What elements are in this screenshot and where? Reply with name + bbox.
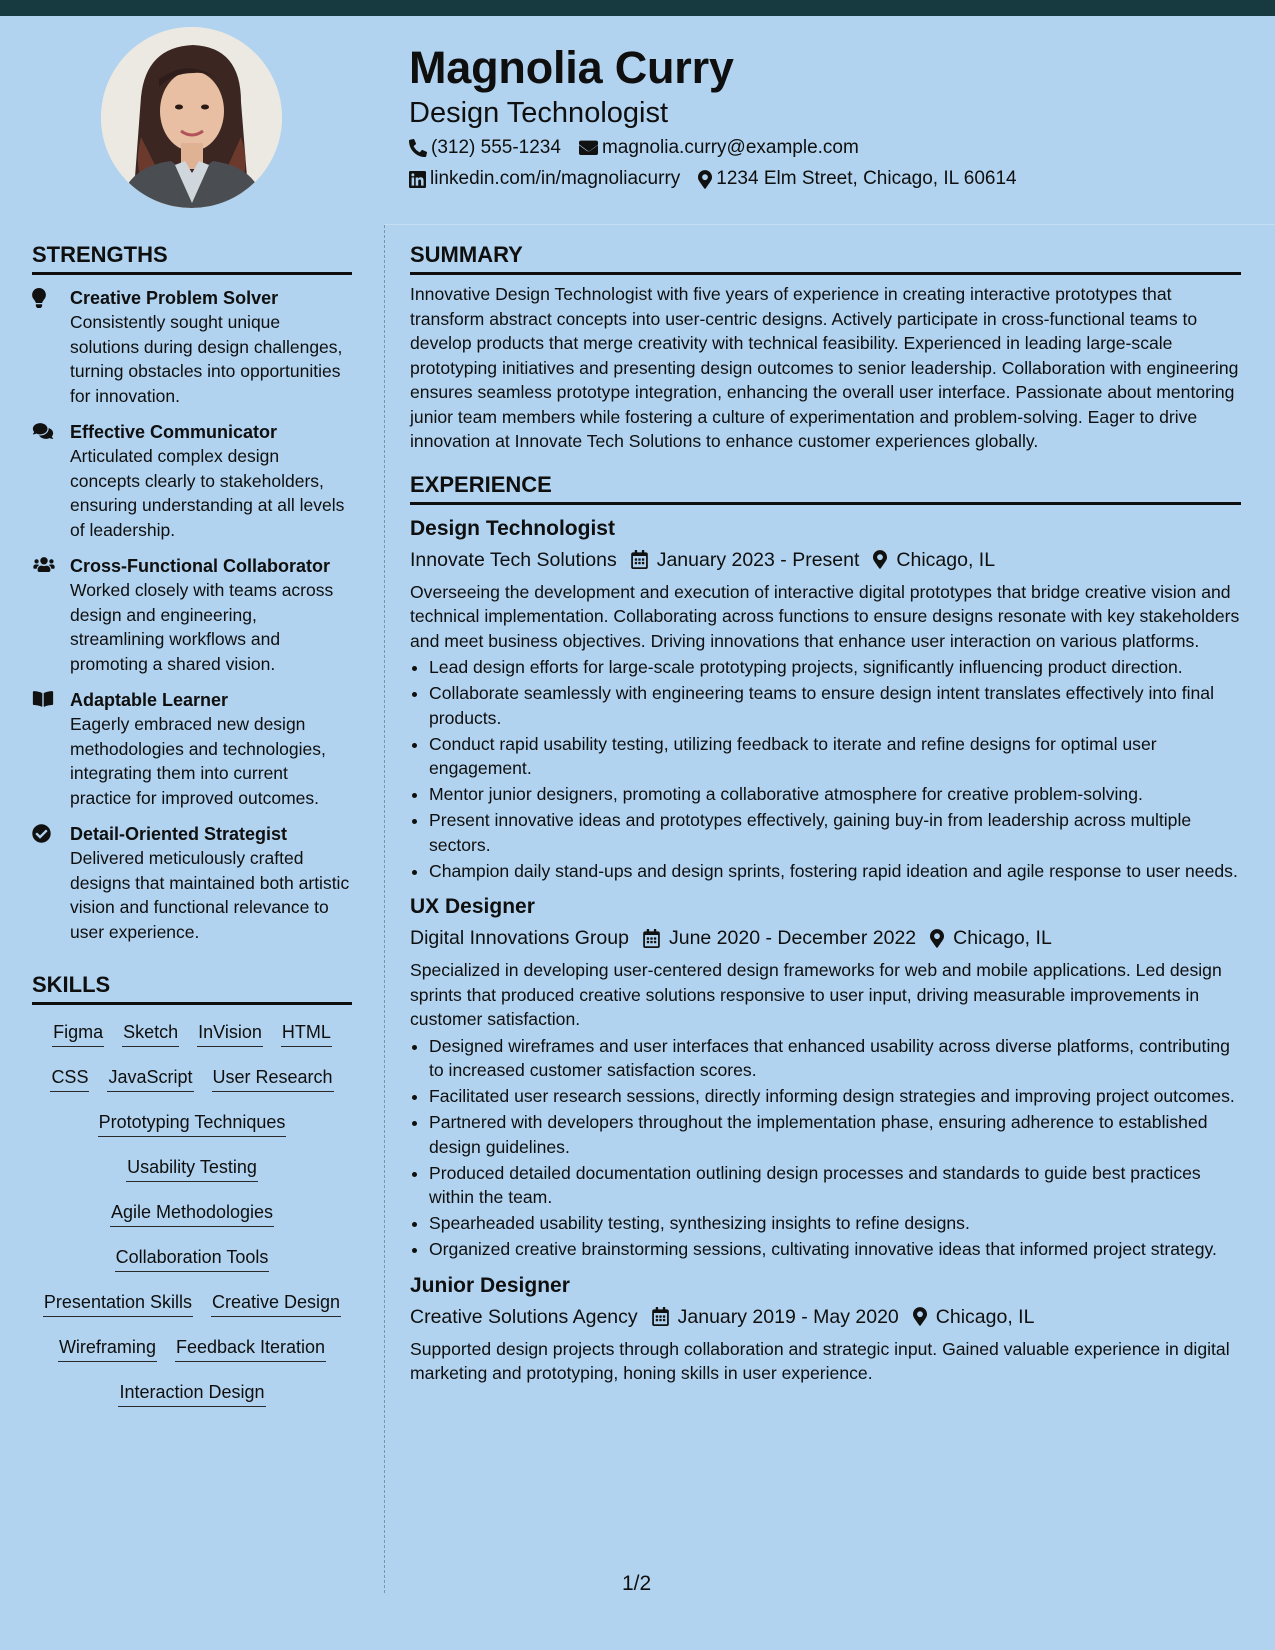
job-dates: January 2019 - May 2020 (677, 1305, 899, 1328)
strength-desc: Delivered meticulously crafted designs that maintained both artistic vision and functional relevance to user experience. (70, 848, 350, 942)
job-dates-wrap (652, 1304, 899, 1330)
strength-item (32, 420, 352, 542)
strength-item (32, 554, 352, 676)
check-circle-icon (32, 822, 70, 944)
top-bar (0, 0, 1275, 16)
job-title: UX Designer (410, 895, 535, 918)
email-contact[interactable] (579, 136, 859, 160)
linkedin-text: linkedin.com/in/magnoliacurry (430, 168, 681, 189)
resume-header (409, 40, 1249, 192)
job-bullets (410, 1034, 1241, 1262)
skill-tag: Wireframing (58, 1336, 157, 1362)
skill-row (43, 1015, 341, 1060)
strength-title: Adaptable Learner (70, 690, 229, 710)
bullet-item: • Facilitated user research sessions, directly informing design strategies and improving project outcomes. (429, 1084, 1241, 1109)
phone-contact[interactable] (409, 136, 561, 160)
summary-text: Innovative Design Technologist with five years of experience in creating interactive prototypes that transform abstract concepts into user-centric designs. Actively participate in cross-functional teams to develop products that merge creativity with technical feasibility. Experienced in leading large-scale prototyping initiatives and presenting design outcomes to senior leadership. Collaboration with engineering ensures seamless prototype integration, enhancing the overall user interface. Passionate about mentoring junior team members while fostering a culture of experimentation and problem-solving. Eager to drive innovation at Innovate Tech Solutions to enhance customer experiences globally. (410, 284, 1239, 451)
linkedin-icon (409, 171, 426, 188)
skill-row (117, 1150, 267, 1195)
map-marker-icon (873, 550, 887, 569)
job-dates-wrap (631, 547, 860, 573)
job-meta (410, 925, 1241, 951)
bullet-item: • Spearheaded usability testing, synthesizing insights to refine designs. (429, 1211, 1241, 1236)
map-marker-icon (913, 1307, 927, 1326)
lightbulb-icon (32, 286, 70, 408)
job-dates-wrap (643, 925, 916, 951)
skill-row (106, 1240, 279, 1285)
contact-row-2 (409, 166, 1249, 192)
job-meta (410, 547, 1241, 573)
job-location: Chicago, IL (953, 927, 1052, 949)
skill-row (41, 1060, 342, 1105)
strength-title: Effective Communicator (70, 422, 278, 442)
email-text: magnolia.curry@example.com (601, 137, 859, 158)
strength-title: Cross-Functional Collaborator (70, 556, 331, 576)
job-company: Digital Innovations Group (410, 927, 629, 949)
contact-row-1 (409, 135, 1249, 161)
job-bullets (410, 655, 1241, 883)
bullet-item: • Designed wireframes and user interfaces that enhanced usability across diverse platforms, contributing to increased customer satisfaction scores. (429, 1034, 1241, 1083)
bullet-item: • Present innovative ideas and prototypes effectively, gaining buy-in from leadership across multiple sectors. (429, 808, 1241, 857)
job-company: Creative Solutions Agency (410, 1305, 638, 1328)
job-description: Supported design projects through collaboration and strategic input. Gained valuable experience in digital marketing and prototyping, honing skills in user experience. (410, 1338, 1230, 1383)
bullet-item: • Champion daily stand-ups and design sprints, fostering rapid ideation and agile response to user needs. (429, 859, 1241, 884)
job-title: Junior Designer (410, 1273, 570, 1297)
skill-row (89, 1105, 296, 1150)
experience-heading: EXPERIENCE (410, 470, 1241, 505)
skill-tag: Prototyping Techniques (98, 1111, 287, 1137)
calendar-icon (643, 929, 660, 948)
strength-item (32, 286, 352, 408)
job-location-wrap (930, 925, 1052, 951)
skill-row (101, 1195, 283, 1240)
skill-row (49, 1330, 335, 1375)
summary-heading: SUMMARY (410, 240, 1241, 275)
profile-photo (101, 27, 282, 208)
address-text: 1234 Elm Street, Chicago, IL 60614 (716, 168, 1017, 189)
job-title: Design Technologist (410, 516, 615, 540)
job-location-wrap (913, 1304, 1035, 1330)
bullet-item: • Mentor junior designers, promoting a collaborative atmosphere for creative problem-solving. (429, 782, 1241, 807)
linkedin-contact[interactable] (409, 167, 680, 191)
skill-tag: Sketch (122, 1021, 179, 1047)
strength-desc: Consistently sought unique solutions during design challenges, turning obstacles into opportunities for innovation. (70, 312, 343, 406)
skills-heading: SKILLS (32, 970, 352, 1005)
map-marker-icon (698, 170, 712, 189)
candidate-title: Design Technologist (409, 97, 669, 129)
comments-icon (32, 420, 70, 542)
page-number: 1/2 (622, 1572, 652, 1595)
strengths-heading: STRENGTHS (32, 240, 352, 275)
skill-tag: JavaScript (107, 1066, 193, 1092)
bullet-item: • Collaborate seamlessly with engineering teams to ensure design intent translates effectively into final products. (429, 681, 1241, 730)
map-marker-icon (930, 929, 944, 948)
sidebar (32, 240, 352, 1420)
skill-tag: Collaboration Tools (115, 1246, 270, 1272)
envelope-icon (579, 140, 598, 156)
skill-row (109, 1375, 274, 1420)
job-entry (410, 515, 1241, 884)
column-divider (384, 225, 385, 1593)
skill-tag: Interaction Design (118, 1381, 265, 1407)
job-description: Specialized in developing user-centered design frameworks for web and mobile applications. Led design sprints that produced creative solutions responsive to user input, driving measurable improvements in customer satisfaction. (410, 960, 1222, 1029)
job-description: Overseeing the development and execution of interactive digital prototypes that bridge creative vision and technical implementation. Collaborating across functions to ensure designs resonate with key stakeholders and meet business objectives. Driving innovations that enhance user interaction on various platforms. (410, 581, 1240, 651)
strength-item (32, 688, 352, 810)
skill-tag: User Research (212, 1066, 334, 1092)
skill-tag: Feedback Iteration (175, 1336, 326, 1362)
skill-row (34, 1285, 350, 1330)
bullet-item: • Organized creative brainstorming sessions, cultivating innovative ideas that informed project strategy. (429, 1237, 1241, 1262)
bullet-item: • Lead design efforts for large-scale prototyping projects, significantly influencing product direction. (429, 655, 1241, 680)
skill-tag: CSS (50, 1066, 89, 1092)
job-entry (410, 1272, 1241, 1386)
strength-item (32, 822, 352, 944)
candidate-name: Magnolia Curry (409, 42, 734, 93)
job-dates: June 2020 - December 2022 (668, 927, 917, 949)
bullet-item: • Partnered with developers throughout the implementation phase, ensuring adherence to established design guidelines. (429, 1110, 1241, 1159)
job-company: Innovate Tech Solutions (410, 548, 617, 571)
skill-tag: Usability Testing (126, 1156, 258, 1182)
strength-title: Creative Problem Solver (70, 288, 279, 308)
job-dates: January 2023 - Present (656, 548, 860, 571)
phone-text: (312) 555-1234 (431, 137, 561, 158)
strength-desc: Worked closely with teams across design and engineering, streamlining workflows and promoting a shared vision. (70, 580, 334, 674)
main-content (410, 240, 1241, 1386)
job-location: Chicago, IL (935, 1305, 1035, 1328)
job-entry (410, 893, 1241, 1262)
job-location: Chicago, IL (896, 548, 996, 571)
job-location-wrap (873, 547, 995, 573)
skill-tag: Creative Design (211, 1291, 341, 1317)
skill-tag: Figma (52, 1021, 104, 1047)
strength-desc: Eagerly embraced new design methodologies and technologies, integrating them into current practice for improved outcomes. (70, 714, 326, 808)
calendar-icon (652, 1307, 669, 1326)
strength-title: Detail-Oriented Strategist (70, 824, 288, 844)
skill-tag: Presentation Skills (43, 1291, 193, 1317)
address-contact (698, 167, 1016, 191)
book-open-icon (32, 688, 70, 810)
users-icon (32, 554, 70, 676)
job-meta (410, 1304, 1241, 1330)
bullet-item: • Conduct rapid usability testing, utilizing feedback to iterate and refine designs for optimal user engagement. (429, 732, 1241, 781)
strengths-list (32, 286, 352, 944)
skill-tag: InVision (197, 1021, 263, 1047)
strength-desc: Articulated complex design concepts clearly to stakeholders, ensuring understanding at all levels of leadership. (70, 446, 345, 540)
bullet-item: • Produced detailed documentation outlining design processes and standards to guide best practices within the team. (429, 1161, 1241, 1210)
skills-list (32, 1015, 352, 1420)
calendar-icon (631, 550, 648, 569)
header-divider (384, 224, 1275, 225)
skill-tag: Agile Methodologies (110, 1201, 274, 1227)
skill-tag: HTML (281, 1021, 332, 1047)
phone-icon (409, 139, 427, 157)
